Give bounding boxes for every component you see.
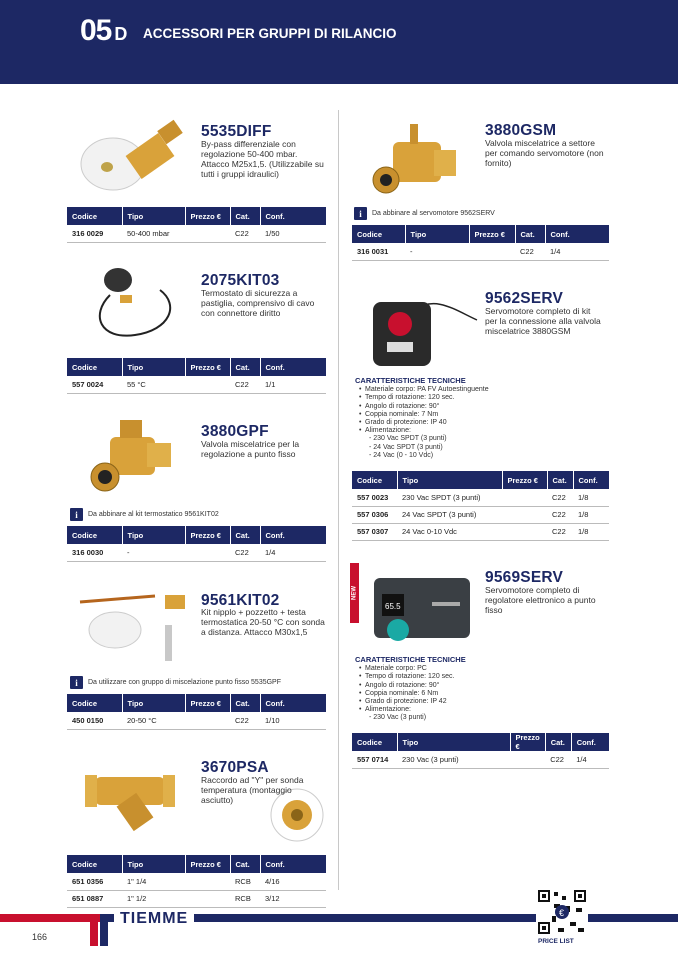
product-desc-9569serv: Servomotore completo di regolatore elettronico a punto fisso (485, 585, 596, 615)
thermostatic-kit-image (70, 590, 190, 665)
price-table-2075kit03: Codice Tipo Prezzo € Cat. Conf. 557 0024 55 °C C22 1/1 (67, 358, 326, 394)
price-table-9569serv: Codice Tipo Prezzo € Cat. Conf. 557 0714 230 Vac (3 punti) C22 1/4 (352, 733, 609, 769)
table-row: 557 0024 55 °C C22 1/1 (67, 376, 326, 393)
section-title: ACCESSORI PER GRUPPI DI RILANCIO (143, 26, 397, 41)
product-desc-2075kit03: Termostato di sicurezza a pastiglia, comprensivo di cavo con connettore diritto (201, 288, 315, 318)
svg-text:65.5: 65.5 (385, 602, 401, 611)
column-divider (338, 110, 339, 890)
bypass-valve-image (75, 112, 190, 197)
table-row: 316 0030 - C22 1/4 (67, 544, 326, 561)
table-row: 450 0150 20-50 °C C22 1/10 (67, 712, 326, 729)
product-desc-5535diff: By-pass differenziale con regolazione 50-400 mbar. Attacco M25x1,5. (Utilizzabile su tutti i gruppi idraulici) (201, 139, 324, 179)
table-row: 557 0307 24 Vac 0-10 Vdc C22 1/8 (352, 523, 609, 540)
note-9561kit02: i Da utilizzare con gruppo di miscelazione punto fisso 5535GPF (70, 676, 281, 689)
info-icon: i (70, 676, 83, 689)
info-icon: i (70, 508, 83, 521)
servomotor-controller-image (370, 572, 475, 647)
info-icon: i (354, 207, 367, 220)
specs-9569serv: CARATTERISTICHE TECNICHE • Materiale corpo: PC • Tempo di rotazione: 120 sec. • Angolo di rotazione: 90° • Coppia nominale: 6 Nm • Grado di protezione: IP 42 • Alimentazione: - 230 Vac (3 punti) (355, 656, 466, 723)
price-table-3880gpf: Codice Tipo Prezzo € Cat. Conf. 316 0030 - C22 1/4 (67, 526, 326, 562)
product-code-3670psa: 3670PSA (201, 759, 269, 776)
table-row: 316 0029 50-400 mbar C22 1/50 (67, 225, 326, 242)
product-desc-3880gsm: Valvola miscelatrice a settore per comando servomotore (non fornito) (485, 138, 604, 168)
table-row: 651 0356 1" 1/4 RCB 4/16 (67, 873, 326, 890)
table-row: 316 0031 - C22 1/4 (352, 243, 609, 260)
new-badge: NEW (350, 563, 359, 623)
specs-9562serv: CARATTERISTICHE TECNICHE • Materiale corpo: PA FV Autoestinguente • Tempo di rotazione: 120 sec. • Angolo di rotazione: 90° • Coppia nominale: 7 Nm • Grado di protezione: IP 40 • Alimentazione: - 230 Vac SPDT (3 punti) - 24 Vac SPDT (3 punti) - 24 Vac (0 - 10 Vdc) (355, 377, 489, 460)
note-3880gsm: i Da abbinare al servomotore 9562SERV (354, 207, 495, 220)
product-desc-9561kit02: Kit nipplo + pozzetto + testa termostatica 20-50 °C con sonda a distanza. Attacco M30x1,5 (201, 607, 325, 637)
product-code-9569serv: 9569SERV (485, 569, 564, 586)
product-code-2075kit03: 2075KIT03 (201, 272, 280, 289)
table-row: 557 0714 230 Vac (3 punti) C22 1/4 (352, 751, 609, 768)
product-code-9562serv: 9562SERV (485, 290, 564, 307)
table-row: 557 0023 230 Vac SPDT (3 punti) C22 1/8 (352, 489, 609, 506)
product-desc-3880gpf: Valvola miscelatrice per la regolazione a punto fisso (201, 439, 300, 459)
sector-valve-image (368, 120, 463, 200)
price-table-5535diff: Codice Tipo Prezzo € Cat. Conf. 316 0029 50-400 mbar C22 1/50 (67, 207, 326, 243)
page-number: 166 (32, 932, 48, 942)
product-code-5535diff: 5535DIFF (201, 123, 272, 140)
qr-code-icon[interactable] (536, 888, 588, 936)
y-fitting-image (85, 757, 175, 837)
price-table-9562serv: Codice Tipo Prezzo € Cat. Conf. 557 0023 230 Vac SPDT (3 punti) C22 1/8 557 0306 24 Vac SPDT (3 punti) C22 1/8 557 0307 24 Vac 0-10 Vdc C22 1/8 (352, 471, 609, 541)
product-code-9561kit02: 9561KIT02 (201, 592, 280, 609)
section-header (0, 0, 678, 84)
price-table-3670psa: Codice Tipo Prezzo € Cat. Conf. 651 0356 1" 1/4 RCB 4/16 651 0887 1" 1/2 RCB 3/12 (67, 855, 326, 908)
price-table-9561kit02: Codice Tipo Prezzo € Cat. Conf. 450 0150 20-50 °C C22 1/10 (67, 694, 326, 730)
table-row: 651 0887 1" 1/2 RCB 3/12 (67, 890, 326, 907)
product-desc-9562serv: Servomotore completo di kit per la connessione alla valvola miscelatrice 3880GSM (485, 306, 601, 336)
product-desc-3670psa: Raccordo ad "Y" per sonda temperatura (montaggio asciutto) (201, 775, 304, 805)
product-code-3880gsm: 3880GSM (485, 122, 557, 139)
svg-text:€: € (559, 908, 565, 918)
footer-accent-vertical (90, 914, 98, 946)
product-code-3880gpf: 3880GPF (201, 423, 269, 440)
brand-logo: TIEMME (114, 912, 194, 926)
table-row: 557 0306 24 Vac SPDT (3 punti) C22 1/8 (352, 506, 609, 523)
qr-label: PRICE LIST (538, 938, 574, 945)
section-number: 05 D (80, 14, 127, 47)
note-3880gpf: i Da abbinare al kit termostatico 9561KIT02 (70, 508, 219, 521)
servomotor-image (355, 290, 480, 375)
thermostat-cable-image (90, 265, 185, 345)
price-table-3880gsm: Codice Tipo Prezzo € Cat. Conf. 316 0031 - C22 1/4 (352, 225, 609, 261)
mixing-valve-image (85, 415, 180, 500)
footer-accent-vertical-blue (100, 914, 108, 946)
